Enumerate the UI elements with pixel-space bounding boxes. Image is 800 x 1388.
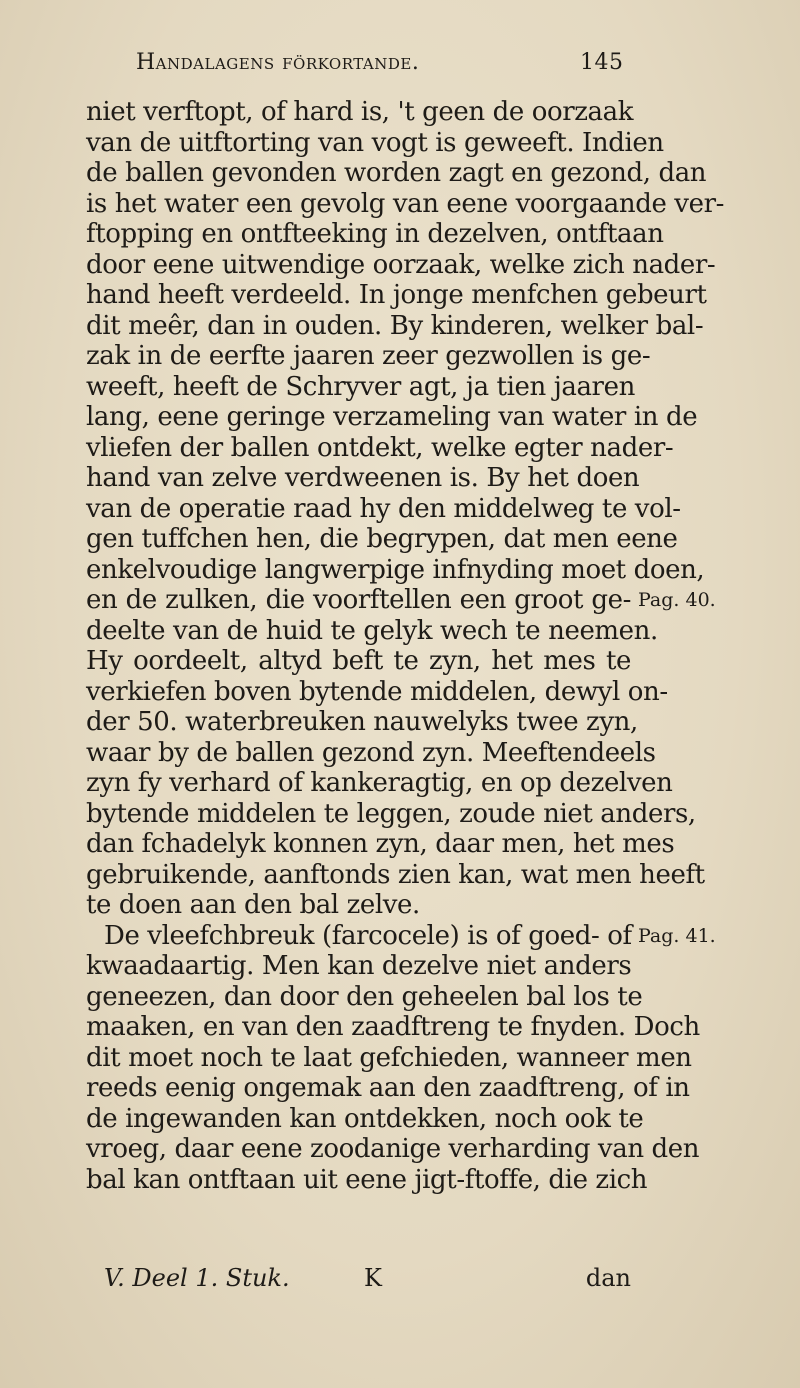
text-line: is het water een gevolg van eene voorgaande ver-	[86, 188, 724, 219]
text-line: hand heeft verdeeld. In jonge menfchen gebeurt	[86, 280, 707, 310]
page-number: 145	[580, 50, 624, 75]
text-line: kwaadaartig. Men kan dezelve niet anders	[86, 951, 632, 981]
text-line: reeds eenig ongemak aan den zaadftreng, of in	[86, 1073, 690, 1103]
text-line: geneezen, dan door den geheelen bal los te	[86, 981, 643, 1012]
signature-line: V. Deel 1. Stuk.	[104, 1264, 290, 1292]
catchword: dan	[585, 1264, 631, 1292]
text-line: en de zulken, die voorftellen een groot ge-	[86, 585, 631, 615]
text-line: zyn fy verhard of kankeragtig, en op dezelven	[86, 768, 673, 798]
text-line: niet verftopt, of hard is, 't geen de oorzaak	[86, 97, 634, 127]
text-line: De vleefchbreuk (farcocele) is of goed- of	[104, 920, 632, 951]
text-line: te doen aan den bal zelve.	[86, 890, 420, 920]
text-line: gebruikende, aanftonds zien kan, wat men heeft	[86, 859, 705, 890]
text-line: dan fchadelyk konnen zyn, daar men, het mes	[86, 829, 675, 859]
text-line: de ingewanden kan ontdekken, noch ook te	[86, 1103, 644, 1134]
text-line: enkelvoudige langwerpige infnyding moet doen,	[86, 554, 705, 585]
text-line: bal kan ontftaan uit eene jigt-ftoffe, die zich	[86, 1164, 648, 1195]
signature-mark: K	[364, 1264, 382, 1292]
text-line: dit meêr, dan in ouden. By kinderen, welker bal-	[86, 310, 704, 341]
text-line: verkiefen boven bytende middelen, dewyl on-	[86, 676, 668, 707]
page-footer	[86, 1263, 631, 1293]
text-line: de ballen gevonden worden zagt en gezond, dan	[86, 158, 707, 188]
text-line: vroeg, daar eene zoodanige verharding van den	[86, 1134, 700, 1164]
text-line: waar by de ballen gezond zyn. Meeftendeels	[86, 737, 656, 768]
text-line: dit moet noch te laat gefchieden, wanneer men	[86, 1042, 692, 1073]
text-line: bytende middelen te leggen, zoude niet anders,	[86, 798, 696, 829]
text-line: lang, eene geringe verzameling van water in de	[86, 402, 698, 432]
text-line: maaken, en van den zaadftreng te fnyden. Doch	[86, 1012, 700, 1042]
text-line: door eene uitwendige oorzaak, welke zich nader-	[86, 249, 716, 280]
text-line: weeft, heeft de Schryver agt, ja tien jaaren	[86, 371, 635, 402]
text-line: vliefen der ballen ontdekt, welke egter nader-	[86, 432, 674, 463]
text-line: der 50. waterbreuken nauwelyks twee zyn,	[86, 707, 638, 737]
margin-note: Pag. 41.	[638, 924, 716, 947]
text-line: van de operatie raad hy den middelweg te vol-	[86, 493, 681, 524]
text-line: hand van zelve verdweenen is. By het doen	[86, 463, 640, 493]
text-line: ftopping en ontfteeking in dezelven, ontftaan	[86, 219, 664, 249]
text-line: Hy oordeelt, altyd beft te zyn, het mes te	[86, 646, 631, 676]
text-line: deelte van de huid te gelyk wech te neemen.	[86, 615, 658, 646]
text-line: gen tuffchen hen, die begrypen, dat men eene	[86, 524, 678, 554]
text-line: van de uitftorting van vogt is geweeft. Indien	[86, 127, 664, 158]
running-title: Handalagens förkortande.	[136, 50, 420, 75]
text-line: zak in de eerfte jaaren zeer gezwollen is ge-	[86, 341, 651, 371]
margin-note: Pag. 40.	[638, 589, 716, 611]
